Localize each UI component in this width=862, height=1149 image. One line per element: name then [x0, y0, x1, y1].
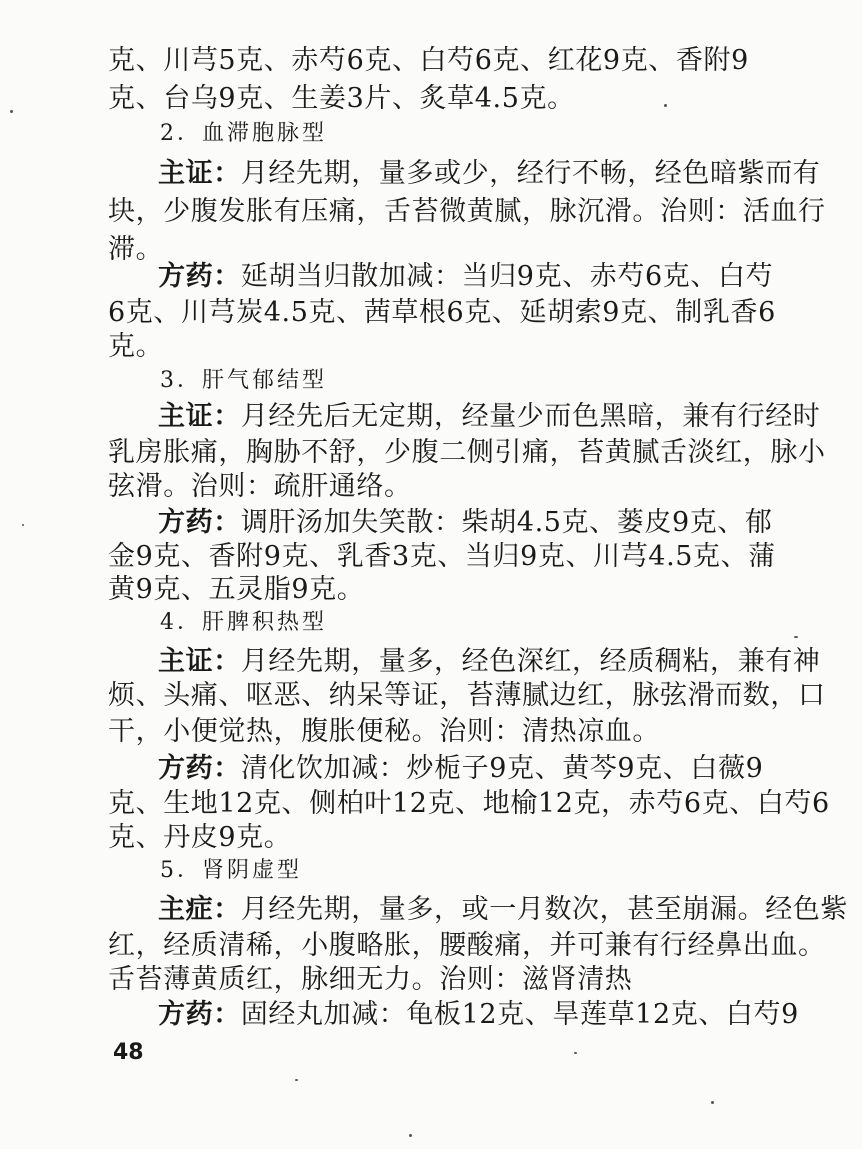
prescription-text: 固经丸加减：龟板12克、旱莲草12克、白芍9: [240, 999, 799, 1030]
prescription-line: [158, 260, 820, 294]
symptom-line: 干，小便觉热，腹胀便秘。治则：清热凉血。: [108, 716, 660, 747]
prescription-text: 清化饮加减：炒栀子9克、黄芩9克、白薇9: [240, 753, 764, 784]
scan-speck: [574, 1052, 577, 1054]
prescription-text: 延胡当归散加减：当归9克、赤芍6克、白芍: [240, 261, 774, 292]
symptom-text: 月经先后无定期，经量少而色黑暗，兼有行经时: [240, 401, 821, 432]
scan-speck: [711, 1101, 714, 1104]
symptom-label: 主症：: [158, 894, 241, 925]
symptom-text: 月经先期，量多或少，经行不畅，经色暗紫而有: [240, 158, 821, 189]
prescription-label: 方药：: [158, 999, 241, 1030]
text-line: 克、川芎5克、赤芍6克、白芍6克、红花9克、香附9: [108, 45, 749, 76]
section-heading: 5．肾阴虚型: [160, 858, 302, 883]
scan-speck: [295, 1079, 298, 1081]
scan-speck: [664, 104, 667, 107]
symptom-label: 主证：: [158, 401, 241, 432]
prescription-label: 方药：: [158, 753, 241, 784]
symptom-label: 主证：: [158, 646, 241, 677]
symptom-line: 舌苔薄黄质红，脉细无力。治则：滋肾清热: [108, 964, 633, 995]
symptom-line: 块，少腹发胀有压痛，舌苔微黄腻，脉沉滑。治则：活血行: [108, 196, 826, 227]
symptom-label: 主证：: [158, 158, 241, 189]
prescription-line: [158, 752, 820, 786]
symptom-line: [158, 893, 849, 927]
text-line: 克、台乌9克、生姜3片、炙草4.5克。: [108, 83, 575, 114]
scan-speck: [409, 1134, 412, 1137]
scan-speck: [10, 110, 13, 113]
prescription-line: 克、生地12克、侧柏叶12克、地榆12克，赤芍6克、白芍6: [108, 788, 830, 819]
prescription-line: 克。: [108, 331, 164, 362]
scan-speck: [22, 524, 24, 526]
prescription-line: [158, 506, 820, 540]
prescription-line: [158, 998, 820, 1032]
prescription-line: 黄9克、五灵脂9克。: [108, 574, 365, 605]
prescription-label: 方药：: [158, 507, 241, 538]
symptom-line: [158, 400, 820, 434]
prescription-label: 方药：: [158, 261, 241, 292]
section-heading: 4．肝脾积热型: [160, 610, 327, 635]
symptom-text: 月经先期，量多，或一月数次，甚至崩漏。经色紫: [240, 894, 849, 925]
symptom-line: 弦滑。治则：疏肝通络。: [108, 471, 412, 502]
page-number: 48: [113, 1040, 144, 1065]
prescription-line: 6克、川芎炭4.5克、茜草根6克、延胡索9克、制乳香6: [108, 297, 776, 328]
symptom-line: [158, 157, 820, 191]
prescription-text: 调肝汤加失笑散：柴胡4.5克、蒌皮9克、郁: [240, 507, 773, 538]
symptom-line: [158, 645, 820, 679]
scan-speck: [794, 636, 798, 638]
section-heading: 2．血滞胞脉型: [160, 121, 327, 146]
prescription-line: 克、丹皮9克。: [108, 822, 292, 853]
symptom-line: 烦、头痛、呕恶、纳呆等证，苔薄腻边红，脉弦滑而数，口: [108, 680, 826, 711]
prescription-line: 金9克、香附9克、乳香3克、当归9克、川芎4.5克、蒲: [108, 541, 776, 572]
symptom-line: 红，经质清稀，小腹略胀，腰酸痛，并可兼有行经鼻出血。: [108, 930, 826, 961]
symptom-line: 乳房胀痛，胸胁不舒，少腹二侧引痛，苔黄腻舌淡红，脉小: [108, 437, 826, 468]
section-heading: 3．肝气郁结型: [160, 368, 327, 393]
symptom-text: 月经先期，量多，经色深红，经质稠粘，兼有神: [240, 646, 821, 677]
symptom-line: 滞。: [108, 234, 164, 265]
